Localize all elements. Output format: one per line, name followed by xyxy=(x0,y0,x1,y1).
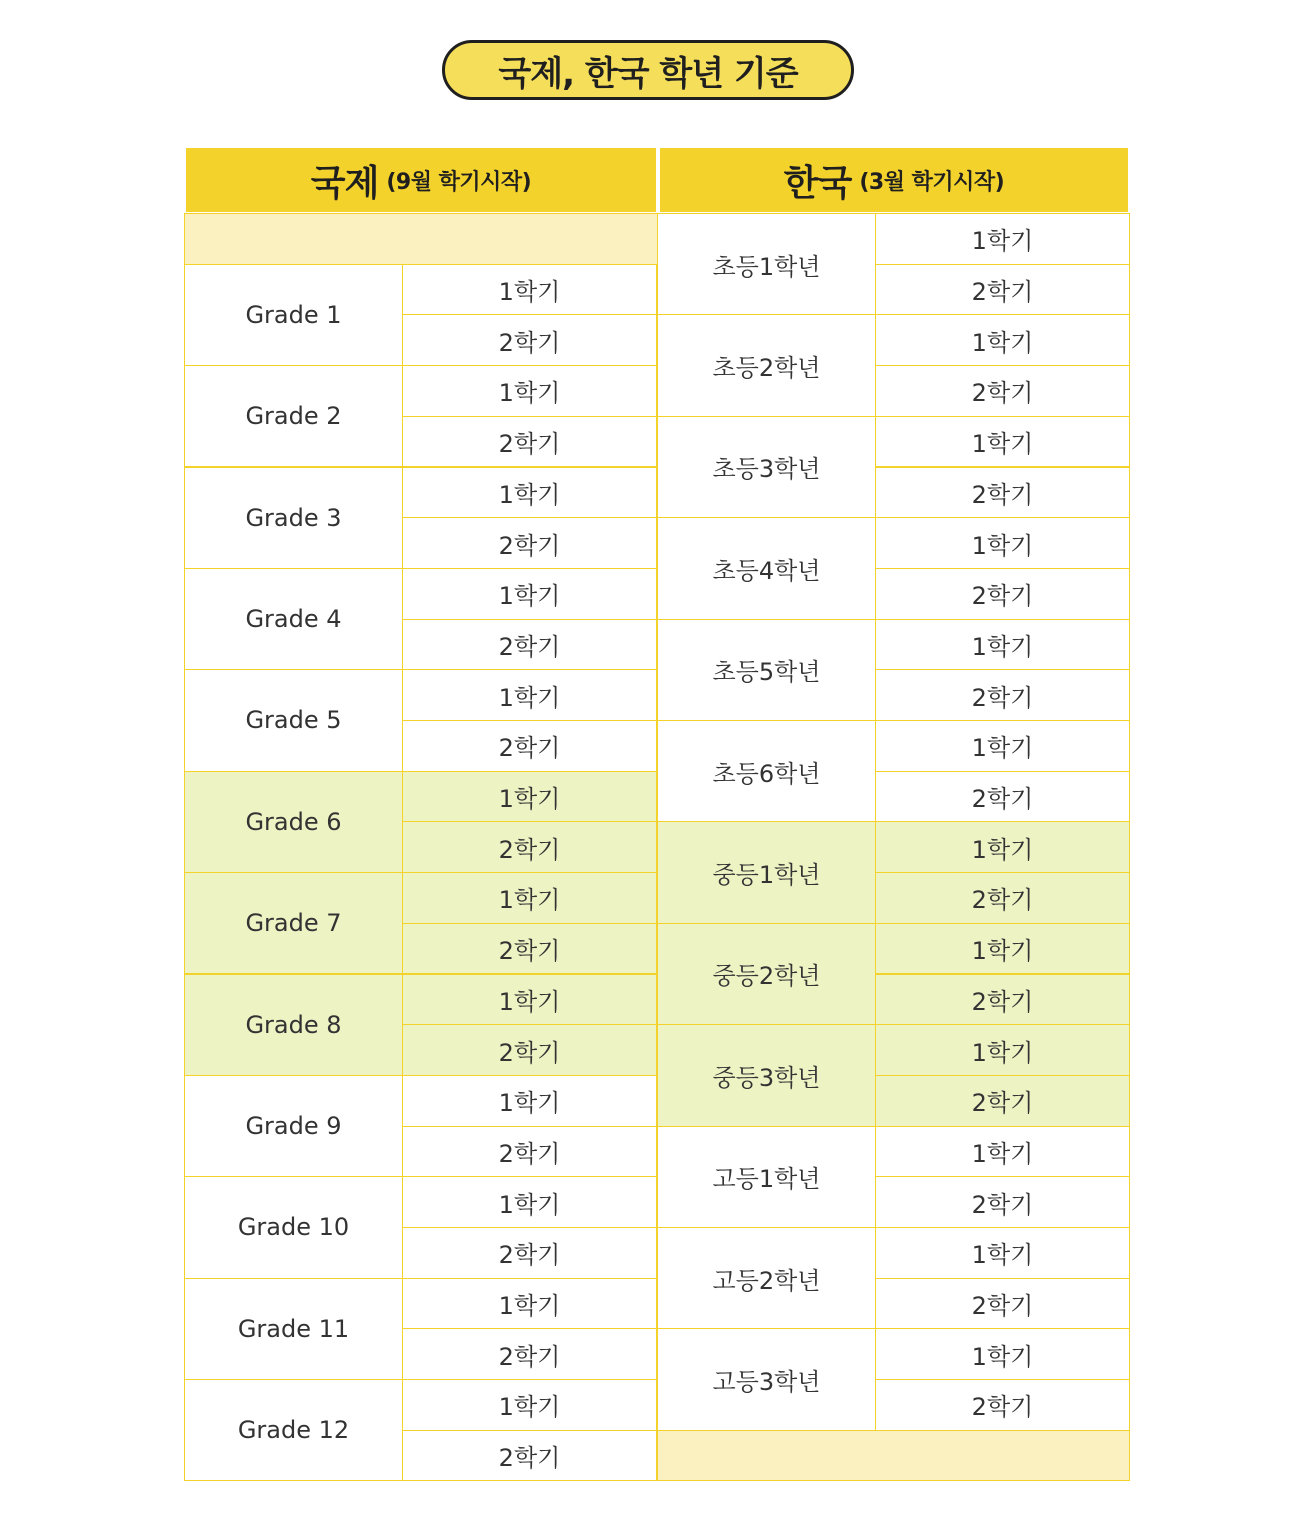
international-term-cell xyxy=(402,872,657,924)
korea-term-cell-text: 2학기 xyxy=(971,1292,1034,1321)
korea-grade-label-text: 초등3학년 xyxy=(712,455,821,484)
international-term-cell xyxy=(402,619,657,671)
korea-grade-label xyxy=(657,821,876,923)
international-term-cell-text: 2학기 xyxy=(498,937,561,966)
korea-term-cell xyxy=(875,517,1130,569)
international-term-cell xyxy=(402,1379,657,1431)
korea-term-cell xyxy=(875,923,1130,975)
international-filler-row xyxy=(184,213,658,265)
international-term-cell-text: 2학기 xyxy=(498,1038,561,1067)
international-term-cell-text: 2학기 xyxy=(498,531,561,560)
korea-grade-label xyxy=(657,314,876,416)
korea-term-cell-text: 1학기 xyxy=(971,430,1034,459)
international-grade-label-text: Grade 5 xyxy=(245,706,342,735)
international-grade-label-text: Grade 7 xyxy=(245,909,342,938)
international-grade-label xyxy=(184,365,403,467)
page-title-text: 국제, 한국 학년 기준 xyxy=(498,53,798,94)
international-term-cell-text: 1학기 xyxy=(498,785,561,814)
korea-term-cell xyxy=(875,1227,1130,1279)
international-term-cell-text: 1학기 xyxy=(498,278,561,307)
korea-term-cell-text: 1학기 xyxy=(971,1241,1034,1270)
international-term-cell xyxy=(402,568,657,620)
korea-term-cell xyxy=(875,568,1130,620)
international-grade-label xyxy=(184,568,403,670)
korea-grade-label xyxy=(657,517,876,619)
international-grade-label xyxy=(184,771,403,873)
international-term-cell xyxy=(402,669,657,721)
korea-term-cell xyxy=(875,1126,1130,1178)
korea-header-title: 한국 xyxy=(783,162,852,204)
korea-term-cell-text: 1학기 xyxy=(971,937,1034,966)
korea-term-cell-text: 1학기 xyxy=(971,734,1034,763)
korea-grade-label xyxy=(657,1328,876,1430)
international-term-cell-text: 2학기 xyxy=(498,1444,561,1473)
korea-term-cell xyxy=(875,213,1130,265)
international-term-cell-text: 1학기 xyxy=(498,1292,561,1321)
korea-term-cell-text: 1학기 xyxy=(971,1139,1034,1168)
korea-header xyxy=(660,148,1128,212)
international-term-cell xyxy=(402,974,657,1026)
korea-grade-label-text: 중등1학년 xyxy=(712,861,821,890)
korea-grade-label-text: 중등3학년 xyxy=(712,1063,821,1092)
international-term-cell xyxy=(402,1430,657,1482)
korea-term-cell-text: 1학기 xyxy=(971,531,1034,560)
korea-term-cell xyxy=(875,619,1130,671)
international-grade-label xyxy=(184,1379,403,1481)
international-header xyxy=(186,148,656,212)
international-grade-label-text: Grade 2 xyxy=(245,402,342,431)
korea-term-cell-text: 2학기 xyxy=(971,886,1034,915)
korea-term-cell xyxy=(875,974,1130,1026)
international-term-cell xyxy=(402,1024,657,1076)
korea-term-cell xyxy=(875,416,1130,468)
korea-grade-label xyxy=(657,416,876,518)
korea-term-cell xyxy=(875,669,1130,721)
korea-term-cell-text: 2학기 xyxy=(971,582,1034,611)
international-term-cell-text: 1학기 xyxy=(498,379,561,408)
international-term-cell-text: 2학기 xyxy=(498,1241,561,1270)
korea-grade-label-text: 초등5학년 xyxy=(712,658,821,687)
korea-term-cell-text: 2학기 xyxy=(971,987,1034,1016)
korea-grade-label xyxy=(657,213,876,315)
international-grade-label xyxy=(184,669,403,771)
international-grade-label xyxy=(184,872,403,974)
international-grade-label xyxy=(184,264,403,366)
international-grade-label xyxy=(184,1075,403,1177)
korea-grade-label-text: 고등2학년 xyxy=(712,1266,821,1295)
korea-term-cell xyxy=(875,314,1130,366)
international-term-cell xyxy=(402,264,657,316)
international-term-cell-text: 2학기 xyxy=(498,1139,561,1168)
international-grade-label-text: Grade 4 xyxy=(245,605,342,634)
korea-term-cell-text: 2학기 xyxy=(971,785,1034,814)
international-term-cell xyxy=(402,416,657,468)
international-grade-label-text: Grade 12 xyxy=(237,1416,350,1445)
international-grade-label xyxy=(184,974,403,1076)
international-grade-label-text: Grade 6 xyxy=(245,807,342,836)
international-term-cell-text: 1학기 xyxy=(498,987,561,1016)
korea-grade-label xyxy=(657,619,876,721)
korea-grade-label xyxy=(657,1126,876,1228)
grade-comparison-table xyxy=(184,148,1130,1476)
international-term-cell xyxy=(402,1075,657,1127)
korea-filler-row xyxy=(657,1430,1130,1482)
international-term-cell xyxy=(402,1227,657,1279)
international-grade-label xyxy=(184,467,403,569)
korea-term-cell xyxy=(875,821,1130,873)
korea-term-cell xyxy=(875,1328,1130,1380)
international-header-title: 국제 xyxy=(310,162,379,204)
korea-grade-label xyxy=(657,1024,876,1126)
international-term-cell xyxy=(402,1176,657,1228)
korea-term-cell xyxy=(875,872,1130,924)
international-term-cell xyxy=(402,314,657,366)
korea-term-cell-text: 1학기 xyxy=(971,835,1034,864)
page-title xyxy=(442,40,854,100)
international-term-cell-text: 2학기 xyxy=(498,835,561,864)
korea-term-cell-text: 2학기 xyxy=(971,1089,1034,1118)
international-grade-label-text: Grade 10 xyxy=(237,1213,350,1242)
korea-term-cell xyxy=(875,467,1130,519)
international-grade-label-text: Grade 11 xyxy=(237,1314,350,1343)
korea-term-cell-text: 1학기 xyxy=(971,1342,1034,1371)
korea-term-cell xyxy=(875,1024,1130,1076)
korea-grade-label-text: 초등2학년 xyxy=(712,354,821,383)
korea-term-cell xyxy=(875,1278,1130,1330)
korea-term-cell xyxy=(875,365,1130,417)
international-grade-label xyxy=(184,1278,403,1380)
international-grade-label-text: Grade 9 xyxy=(245,1112,342,1141)
korea-grade-label-text: 초등1학년 xyxy=(712,252,821,281)
international-term-cell xyxy=(402,1328,657,1380)
international-term-cell-text: 1학기 xyxy=(498,886,561,915)
korea-term-cell xyxy=(875,771,1130,823)
international-term-cell xyxy=(402,771,657,823)
korea-grade-label-text: 초등6학년 xyxy=(712,759,821,788)
korea-grade-label-text: 중등2학년 xyxy=(712,962,821,991)
korea-term-cell-text: 2학기 xyxy=(971,1190,1034,1219)
korea-term-cell-text: 2학기 xyxy=(971,1393,1034,1422)
korea-grade-label xyxy=(657,1227,876,1329)
korea-term-cell-text: 1학기 xyxy=(971,227,1034,256)
korea-grade-label xyxy=(657,720,876,822)
international-grade-label-text: Grade 1 xyxy=(245,300,342,329)
international-term-cell-text: 1학기 xyxy=(498,582,561,611)
international-term-cell xyxy=(402,923,657,975)
international-term-cell-text: 1학기 xyxy=(498,1393,561,1422)
international-term-cell xyxy=(402,517,657,569)
korea-grade-label-text: 고등3학년 xyxy=(712,1368,821,1397)
korea-term-cell-text: 2학기 xyxy=(971,480,1034,509)
international-grade-label xyxy=(184,1176,403,1278)
international-term-cell xyxy=(402,720,657,772)
international-term-cell xyxy=(402,1126,657,1178)
international-term-cell-text: 2학기 xyxy=(498,632,561,661)
international-term-cell-text: 2학기 xyxy=(498,430,561,459)
korea-grade-label xyxy=(657,923,876,1025)
international-term-cell-text: 2학기 xyxy=(498,328,561,357)
international-term-cell-text: 1학기 xyxy=(498,480,561,509)
international-term-cell-text: 1학기 xyxy=(498,683,561,712)
korea-term-cell-text: 2학기 xyxy=(971,683,1034,712)
international-header-subtitle: (9월 학기시작) xyxy=(386,169,532,195)
korea-term-cell xyxy=(875,1176,1130,1228)
international-term-cell-text: 1학기 xyxy=(498,1089,561,1118)
korea-term-cell-text: 1학기 xyxy=(971,632,1034,661)
international-term-cell-text: 1학기 xyxy=(498,1190,561,1219)
korea-term-cell-text: 1학기 xyxy=(971,1038,1034,1067)
korea-grade-label-text: 고등1학년 xyxy=(712,1165,821,1194)
korea-term-cell xyxy=(875,264,1130,316)
international-term-cell xyxy=(402,1278,657,1330)
international-grade-label-text: Grade 3 xyxy=(245,503,342,532)
korea-grade-label-text: 초등4학년 xyxy=(712,556,821,585)
international-term-cell-text: 2학기 xyxy=(498,734,561,763)
international-term-cell xyxy=(402,365,657,417)
korea-term-cell-text: 1학기 xyxy=(971,328,1034,357)
korea-term-cell xyxy=(875,1075,1130,1127)
korea-header-subtitle: (3월 학기시작) xyxy=(859,169,1005,195)
korea-term-cell xyxy=(875,720,1130,772)
international-grade-label-text: Grade 8 xyxy=(245,1010,342,1039)
korea-term-cell xyxy=(875,1379,1130,1431)
korea-term-cell-text: 2학기 xyxy=(971,379,1034,408)
international-term-cell xyxy=(402,467,657,519)
korea-term-cell-text: 2학기 xyxy=(971,278,1034,307)
international-term-cell-text: 2학기 xyxy=(498,1342,561,1371)
international-term-cell xyxy=(402,821,657,873)
